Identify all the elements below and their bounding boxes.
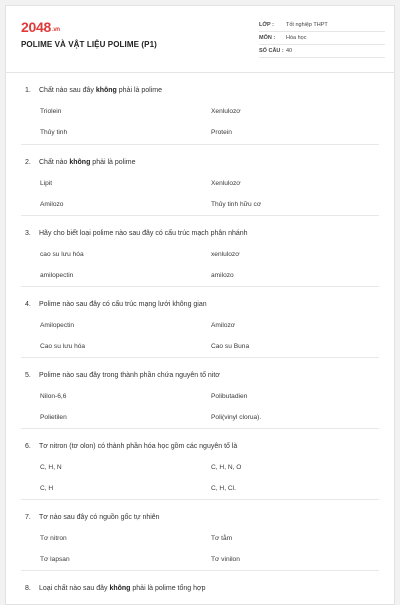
question-item	[21, 429, 379, 500]
question-number: 5.	[25, 372, 31, 379]
question-stem-end: phải là polime tổng hợp	[130, 585, 206, 592]
meta-key: MÔN :	[259, 35, 276, 41]
question-number: 8.	[25, 585, 31, 592]
answer-option[interactable]: Tơ vinilon	[211, 556, 240, 563]
question-stem-end: phải là polime	[116, 87, 162, 94]
question-item	[21, 145, 379, 216]
question-text	[25, 159, 136, 166]
answer-option[interactable]: Poli(vinyl clorua).	[211, 414, 262, 421]
answer-option[interactable]: Thủy tinh	[40, 129, 68, 136]
question-stem: Hãy cho biết loại polime nào sau đây có cấu trúc mạch phân nhánh	[39, 230, 248, 237]
question-text	[25, 585, 205, 592]
answer-option[interactable]: Tơ tằm	[211, 535, 233, 542]
question-number: 1.	[25, 87, 31, 94]
page-title: POLIME VÀ VẬT LIỆU POLIME (P1)	[21, 40, 157, 49]
question-item	[21, 358, 379, 429]
answer-option[interactable]: C, H, N	[40, 464, 62, 471]
question-emphasis: không	[109, 585, 131, 592]
answer-option[interactable]: Xenlulozơ	[211, 108, 241, 115]
meta-value: 40	[286, 48, 293, 54]
answer-option[interactable]: Cao su lưu hóa	[40, 343, 86, 350]
question-text	[25, 87, 162, 94]
worksheet-header	[6, 6, 394, 72]
answer-option[interactable]: Polietilen	[40, 414, 67, 421]
question-stem: Chất nào sau đây	[39, 87, 96, 94]
question-stem: Polime nào sau đây trong thành phần chứa nguyên tố nitơ	[39, 372, 220, 379]
question-number: 7.	[25, 514, 31, 521]
question-stem: Tơ nitron (tơ olon) có thành phần hóa học gồm các nguyên tố là	[39, 443, 238, 450]
question-emphasis: không	[95, 87, 117, 94]
logo-text: 2048	[21, 19, 51, 35]
answer-option[interactable]: Thủy tinh hữu cơ	[211, 201, 262, 208]
question-stem: Polime nào sau đây có cấu trúc mạng lưới không gian	[39, 301, 207, 308]
meta-row-class	[259, 19, 385, 32]
meta-row-count	[259, 45, 385, 58]
question-emphasis: không	[69, 159, 91, 166]
question-number: 6.	[25, 443, 31, 450]
meta-value: Hóa học	[286, 35, 307, 41]
question-item	[21, 287, 379, 358]
question-stem: Tơ nào sau đây có nguồn gốc tự nhiên	[39, 514, 160, 521]
answer-option[interactable]: Triolein	[40, 108, 62, 115]
answer-option[interactable]: Polibutadien	[211, 393, 248, 400]
answer-option[interactable]: C, H	[40, 485, 54, 492]
answer-option[interactable]: cao su lưu hóa	[40, 251, 84, 258]
question-text	[25, 372, 220, 379]
meta-value: Tốt nghiệp THPT	[286, 22, 328, 28]
site-logo[interactable]	[21, 19, 60, 35]
worksheet	[5, 5, 395, 605]
question-text	[25, 230, 248, 237]
question-item	[21, 216, 379, 287]
answer-option[interactable]: Cao su Buna	[211, 343, 250, 350]
question-number: 3.	[25, 230, 31, 237]
question-item	[21, 500, 379, 571]
answer-option[interactable]: amilozo	[211, 272, 234, 279]
answer-option[interactable]: Nilon-6,6	[40, 393, 67, 400]
answer-option[interactable]: Xenlulozơ	[211, 180, 241, 187]
meta-row-subject	[259, 32, 385, 45]
answer-option[interactable]: xenlulozơ	[211, 251, 240, 258]
question-text	[25, 514, 160, 521]
logo-tld: .vn	[51, 27, 60, 33]
answer-option[interactable]: amilopectin	[40, 272, 74, 279]
answer-option[interactable]: Lipit	[40, 180, 53, 187]
meta-key: SỐ CÂU :	[259, 48, 284, 54]
answer-option[interactable]: Amilozơ	[211, 322, 236, 329]
answer-option[interactable]: Protein	[211, 129, 232, 136]
answer-option[interactable]: Tơ lapsan	[40, 556, 70, 563]
answer-option[interactable]: Tơ nitron	[40, 535, 67, 542]
meta-info	[259, 19, 385, 58]
question-item	[21, 73, 379, 145]
answer-option[interactable]: Amilopectin	[40, 322, 75, 329]
question-stem-end: phải là polime	[90, 159, 136, 166]
answer-option[interactable]: Amilozo	[40, 201, 64, 208]
question-list	[6, 73, 394, 605]
question-stem: Chất nào	[39, 159, 70, 166]
answer-option[interactable]: C, H, N, O	[211, 464, 242, 471]
question-text	[25, 443, 237, 450]
meta-key: LỚP :	[259, 22, 274, 28]
question-number: 2.	[25, 159, 31, 166]
answer-option[interactable]: C, H, Cl.	[211, 485, 236, 492]
question-stem: Loại chất nào sau đây	[39, 585, 110, 592]
question-text	[25, 301, 207, 308]
question-number: 4.	[25, 301, 31, 308]
